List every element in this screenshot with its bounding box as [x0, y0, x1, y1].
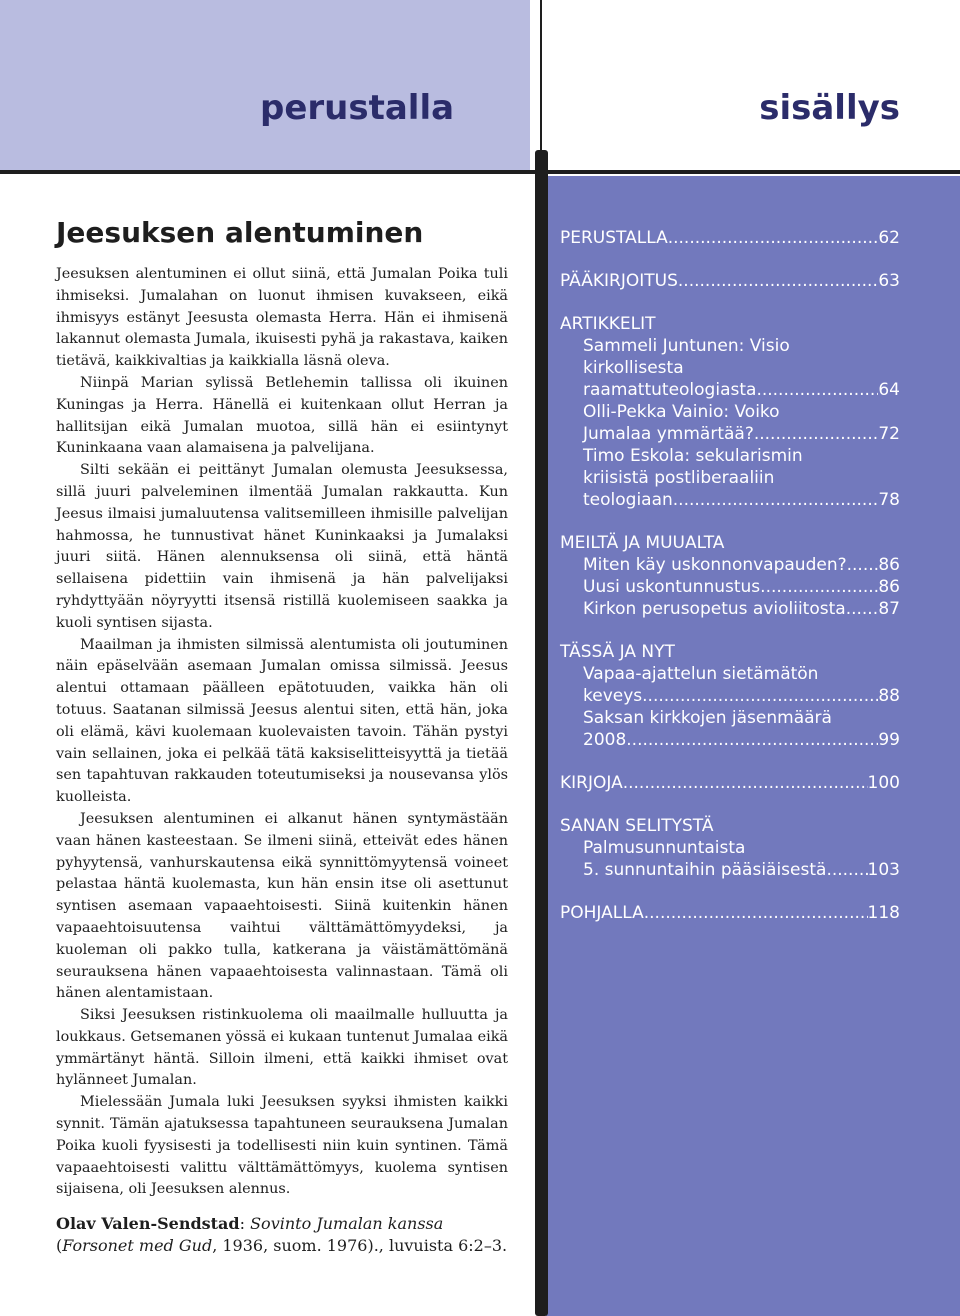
article-paragraph: Jeesuksen alentuminen ei alkanut hänen syntymästään vaan hänen kasteestaan. Se ilmeni siinä, etteivät edes hänen pyhyytensä, vanhurskautensa eikä synnittömyytensä voineet pelastaa häntä kuolemasta, kun hän ensin itse oli asettunut syntisen asemaan vapaaehtoisesti. Siinä kuitenkin hänen vapaaehtoisuutensa vaihtui välttämättömyydeksi, ja kuoleman oli pakko tulla, katkerana ja väistämättömänä seurauksena hänen vapaaehtoisesta valinnastaan. Tämä oli hänen alentamistaan. — [56, 810, 508, 1002]
article-title: Jeesuksen alentuminen — [56, 216, 424, 249]
toc-entry-line: Jumalaa ymmärtää? — [583, 424, 754, 444]
toc-page-number: 63 — [878, 271, 900, 291]
toc-entry-line: teologiaan — [583, 490, 673, 510]
toc-entry-line: Timo Eskola: sekularismin — [583, 446, 803, 466]
toc-heading: ARTIKKELIT — [560, 314, 656, 334]
toc-page-number: 100 — [867, 773, 900, 793]
toc-heading: TÄSSÄ JA NYT — [560, 642, 675, 662]
source-sep: : — [239, 1214, 251, 1233]
toc-page-number: 118 — [867, 903, 900, 923]
toc-entry[interactable] — [560, 576, 900, 598]
toc-section-sanan — [560, 815, 900, 881]
toc-entry-juntunen[interactable] — [560, 335, 900, 401]
source-book: Sovinto Jumalan kanssa — [250, 1214, 444, 1233]
toc-page-number: 64 — [878, 380, 900, 400]
toc-entry-saksan-kirkot[interactable] — [560, 707, 900, 751]
toc-entry-eskola[interactable] — [560, 445, 900, 511]
toc-heading: MEILTÄ JA MUUALTA — [560, 533, 725, 553]
toc-entry-vapaa-ajattelu[interactable] — [560, 663, 900, 707]
toc-page-number: 86 — [878, 577, 900, 597]
toc-entry-line: Vapaa-ajattelun sietämätön — [583, 664, 819, 684]
article-paragraph: Siksi Jeesuksen ristinkuolema oli maailmalle hulluutta ja loukkaus. Getsemanen yössä ei kukaan tuntenut Jumalaa eikä ymmärtänyt häntä. Silloin ilmeni, että kaikki ihmiset ovat hylänneet Jumalan. — [56, 1007, 508, 1089]
toc-entry-label: KIRJOJA — [560, 773, 623, 793]
article-paragraph: Silti sekään ei peittänyt Jumalan olemusta Jeesuksessa, sillä juuri palveleminen ilmentää Jumalan rakkautta. Kun Jeesus ilmaisi jumaluutensa valitsemilleen ihmisille palvelijan hahmossa, he tunnustivat hänet Kuninkaaksi ja Jumalaksi juuri siitä. Hänen alennuksensa oli siinä, että häntä sellaisena pidettiin vain ihmisenä ja hän palvelijaksi ryhdyttyään nöyryytti itsensä ristillä kuolemiseen saakka ja kuoli syntisen sijasta. — [56, 462, 508, 631]
toc-entry-label: PERUSTALLA — [560, 228, 668, 248]
source-rest: , 1936, suom. 1976)., luvuista 6:2–3. — [212, 1236, 508, 1255]
section-title-sisallys: sisällys — [759, 88, 900, 128]
toc-entry[interactable] — [560, 772, 900, 794]
toc-entry-vainio[interactable] — [560, 401, 900, 445]
article-paragraph: Jeesuksen alentuminen ei ollut siinä, että Jumalan Poika tuli ihmiseksi. Jumalahan on luonut ihmisen kuvakseen, eikä ihmisyys estänyt Jeesusta olemasta Herra. Hän ei ihmisenä lakannut olemasta Jumala, ikuisesti pyhä ja rakastava, kaiken tietävä, kaikkivaltias ja kaikkialla läsnä oleva. — [56, 266, 508, 370]
toc-section-perustalla — [560, 227, 900, 249]
toc-section-meilta — [560, 532, 900, 620]
article-paragraph: Maailman ja ihmisten silmissä alentumista oli joutuminen näin epäselvään asemaan Jumalan omissa silmissä. Jeesus alentui ottamaan päälleen epätotuuden, vaikka hän oli totuus. Saatanan silmissä Jeesus alentui siten, että hän, joka oli elämä, kävi kuolemaan kuolevaisten tavoin. Tähän pystyi vain sellainen, joka ei pelkää tätä kaksiselitteisyyttä ja tietää sen tapahtuvan rakkauden toteutumiseksi ja nousevansa ylös kuolleista. — [56, 636, 508, 806]
source-author: Olav Valen-Sendstad — [56, 1214, 240, 1233]
toc-entry-label: Kirkon perusopetus avioliitosta — [583, 599, 846, 619]
toc-section-artikkelit — [560, 313, 900, 511]
article-paragraph: Niinpä Marian sylissä Betlehemin tallissa oli ikuinen Kuningas ja Herra. Hänellä ei kuitenkaan ollut Herran ja hallitsijan eikä Jumalan muotoa, sillä hän ei esiintynyt Kuninkaana vaan alamaisena ja palvelijana. — [56, 374, 508, 457]
article-body — [56, 264, 508, 1201]
toc-entry-line: 2008 — [583, 730, 627, 750]
toc-page-number: 86 — [878, 555, 900, 575]
toc-entry[interactable] — [560, 598, 900, 620]
toc-entry-palmusunnuntai[interactable] — [560, 837, 900, 881]
toc-page-number: 62 — [878, 228, 900, 248]
toc-section-tassa — [560, 641, 900, 751]
toc-entry[interactable] — [560, 902, 900, 924]
header-band-right — [540, 0, 960, 158]
table-of-contents — [560, 227, 900, 945]
toc-entry-line: Palmusunnuntaista — [583, 838, 746, 858]
toc-entry-label: Miten käy uskonnonvapauden? — [583, 555, 847, 575]
toc-entry-line: raamattuteologiasta — [583, 380, 757, 400]
toc-entry-label: POHJALLA — [560, 903, 644, 923]
source-original: Forsonet med Gud — [62, 1236, 213, 1255]
toc-page-number: 99 — [878, 730, 900, 750]
section-title-perustalla: perustalla — [260, 88, 455, 128]
toc-page-number: 72 — [878, 424, 900, 444]
article-source — [56, 1213, 516, 1257]
toc-page-number: 78 — [878, 490, 900, 510]
header-rule — [0, 170, 960, 174]
toc-page-number: 88 — [878, 686, 900, 706]
toc-entry-line: kirkollisesta — [583, 358, 684, 378]
toc-entry-label: Uusi uskontunnustus — [583, 577, 761, 597]
header-band-left — [0, 0, 530, 170]
toc-heading: SANAN SELITYSTÄ — [560, 816, 714, 836]
source-paren: ( — [56, 1236, 63, 1255]
toc-entry[interactable] — [560, 227, 900, 249]
toc-section-paakirjoitus — [560, 270, 900, 292]
toc-entry-line: keveys — [583, 686, 643, 706]
toc-entry-line: 5. sunnuntaihin pääsiäisestä — [583, 860, 827, 880]
column-divider — [535, 150, 548, 1316]
toc-section-pohjalla — [560, 902, 900, 924]
toc-entry-line: Olli-Pekka Vainio: Voiko — [583, 402, 780, 422]
toc-entry-label: PÄÄKIRJOITUS — [560, 271, 678, 291]
toc-entry-line: Sammeli Juntunen: Visio — [583, 336, 790, 356]
toc-page-number: 87 — [878, 599, 900, 619]
toc-entry[interactable] — [560, 554, 900, 576]
toc-entry-line: Saksan kirkkojen jäsenmäärä — [583, 708, 832, 728]
toc-page-number: 103 — [867, 860, 900, 880]
toc-entry[interactable] — [560, 270, 900, 292]
article-paragraph: Mielessään Jumala luki Jeesuksen syyksi ihmisten kaikki synnit. Tämän ajatuksessa tapahtuneen seurauksena Jumalan Poika kuoli fyysisesti ja todellisesti niin kuin syntinen. Tämä vapaaehtoisesti valittu välttämättömyys, kuolema syntisen sijaisena, oli Jeesuksen alennus. — [56, 1094, 508, 1198]
toc-section-kirjoja — [560, 772, 900, 794]
toc-entry-line: kriisistä postliberaaliin — [583, 468, 775, 488]
